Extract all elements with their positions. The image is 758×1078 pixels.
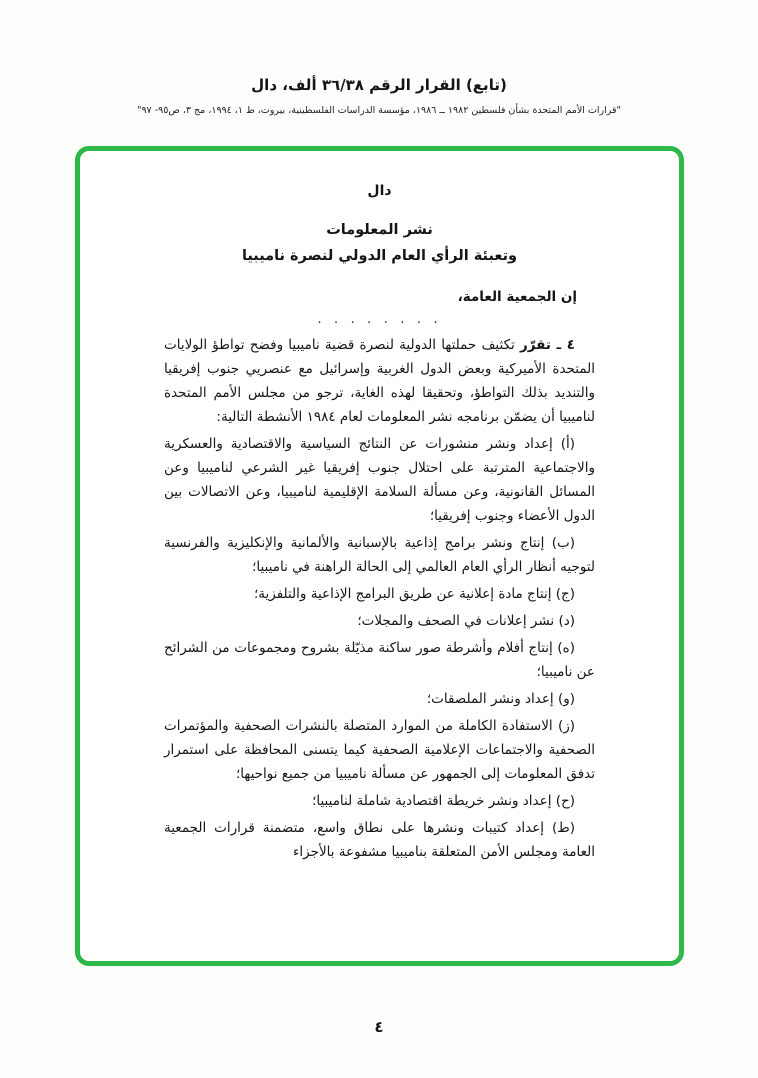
list-item-1: (أ) إعداد ونشر منشورات عن النتائج السياسية والاقتصادية والعسكرية والاجتماعية المترتبة على احتلال جنوب إفريقيا غير الشرعي لناميبيا وعن المسائل القانونية، وعن مسألة السلامة الإقليمية لناميبيا، وعن الاتصالات بين الدول الأعضاء وجنوب إفريقيا؛ — [164, 436, 595, 524]
opening-line: إن الجمعية العامة، — [457, 289, 577, 305]
header-source-citation: "قرارات الأمم المتحدة بشأن فلسطين ١٩٨٢ ــ ١٩٨٦، مؤسسة الدراسات الفلسطينية، بيروت، ط ١، ١٩٩٤، مج ٣، ص٩٥- ٩٧" — [137, 105, 621, 116]
document-header — [0, 0, 758, 116]
header-title: (تابع) القرار الرقم ٣٦/٣٨ ألف، دال — [251, 76, 507, 94]
list-item-2: (ب) إنتاج ونشر برامج إذاعية بالإسبانية والألمانية والإنكليزية والفرنسية لتوجيه أنظار الرأي العام العالمي إلى الحالة الراهنة في ناميبيا؛ — [164, 535, 595, 575]
list-item-9: (ط) إعداد كتيبات ونشرها على نطاق واسع، متضمنة قرارات الجمعية العامة ومجلس الأمن المتعلقة بناميبيا مشفوعة بالأجزاء — [164, 820, 595, 860]
document-body — [80, 151, 679, 864]
paragraph-4-lead: ٤ ـ تقرّر — [519, 337, 575, 353]
list-item-8: (ح) إعداد ونشر خريطة اقتصادية شاملة لناميبيا؛ — [312, 793, 575, 809]
list-item-5: (ه) إنتاج أفلام وأشرطة صور ساكنة مذيّلة بشروح ومجموعات من الشرائح عن ناميبيا؛ — [164, 640, 595, 680]
page-footer — [0, 1018, 758, 1036]
list-item-3: (ج) إنتاج مادة إعلانية عن طريق البرامج الإذاعية والتلفزية؛ — [253, 586, 575, 602]
doc-title-line1: نشر المعلومات — [326, 222, 433, 238]
lettered-items-list — [164, 432, 595, 864]
page-number: ٤ — [374, 1018, 384, 1036]
list-item-4: (د) نشر إعلانات في الصحف والمجلات؛ — [357, 613, 575, 629]
ellipsis-dots: . . . . . . . . — [317, 311, 442, 327]
paragraph-4 — [164, 333, 595, 429]
doc-title-line2: وتعبئة الرأي العام الدولي لنصرة ناميبيا — [241, 248, 518, 264]
paragraph-4-text: تكثيف حملتها الدولية لنصرة قضية ناميبيا وفضح تواطؤ الولايات المتحدة الأميركية وبعض الدول الغربية وإسرائيل مع عنصريي جنوب إفريقيا والتنديد بذلك التواطؤ، وتحقيقا لهذه الغاية، ترجو من مجلس الأمم المتحدة لناميبيا أن يضمّن برنامجه نشر المعلومات لعام ١٩٨٤ الأنشطة التالية: — [164, 337, 595, 425]
list-item-6: (و) إعداد ونشر الملصقات؛ — [426, 691, 575, 707]
list-item-7: (ز) الاستفادة الكاملة من الموارد المتصلة بالنشرات الصحفية والمؤتمرات الصحفية والاجتماعات الإعلامية الصحفية كيما يتسنى المحافظة على استمرار تدفق المعلومات إلى الجمهور عن مسألة ناميبيا من جميع نواحيها؛ — [164, 718, 595, 782]
content-frame — [75, 146, 684, 966]
section-letter: دال — [367, 183, 392, 199]
